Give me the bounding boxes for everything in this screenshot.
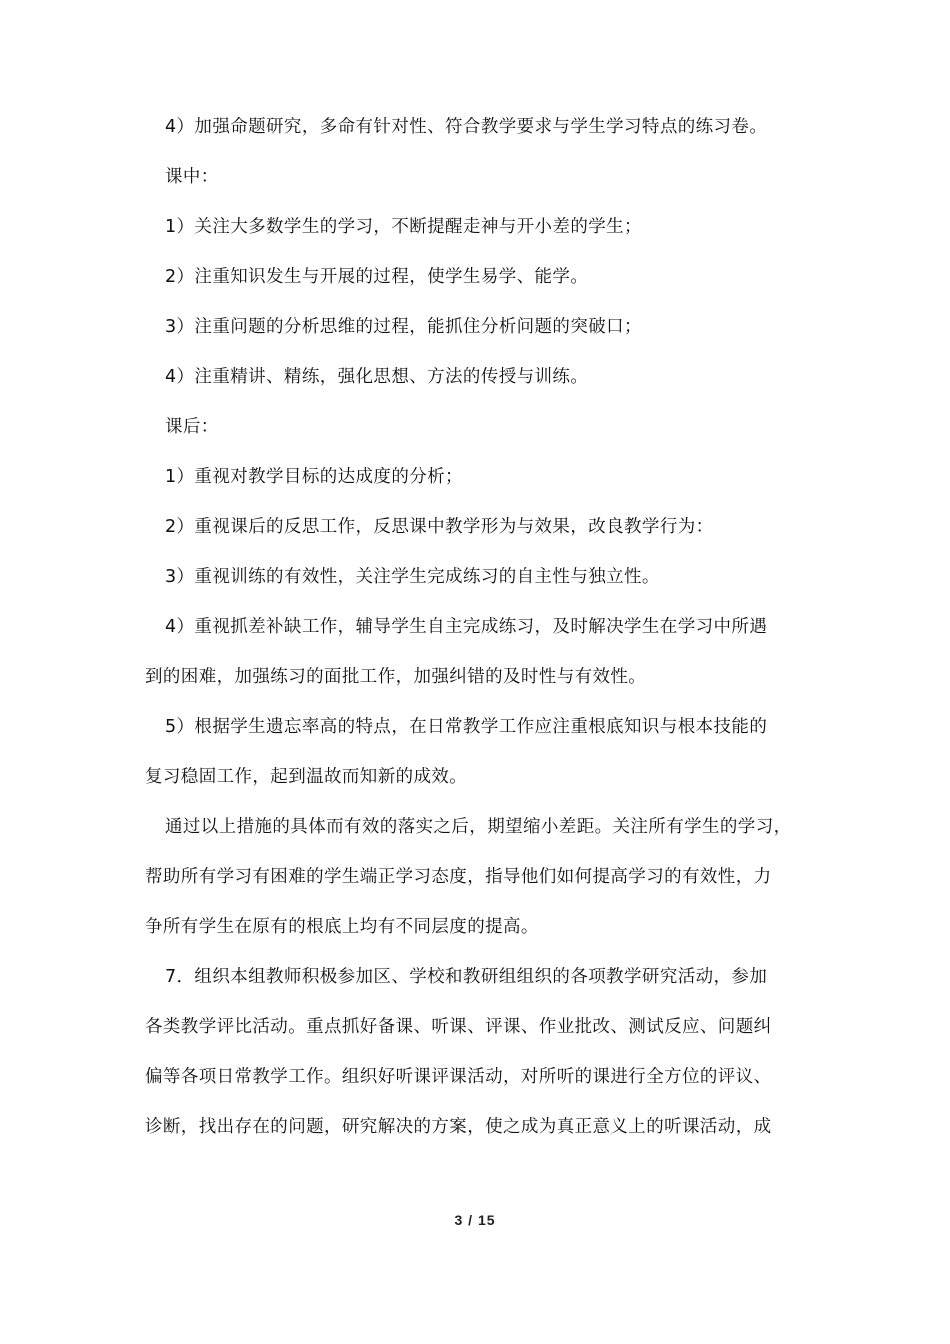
text-line: 1）重视对教学目标的达成度的分析； bbox=[165, 467, 463, 487]
text-line: 争所有学生在原有的根底上均有不同层度的提高。 bbox=[145, 917, 539, 937]
page-number: 3 / 15 bbox=[454, 1212, 496, 1228]
text-line: 2）重视课后的反思工作，反思课中教学形为与效果，改良教学行为： bbox=[165, 517, 714, 537]
text-line: 复习稳固工作，起到温故而知新的成效。 bbox=[145, 767, 468, 787]
text-line: 帮助所有学习有困难的学生端正学习态度，指导他们如何提高学习的有效性，力 bbox=[145, 867, 772, 887]
text-line: 7．组织本组教师积极参加区、学校和教研组组织的各项教学研究活动，参加 bbox=[165, 967, 768, 987]
text-line: 5）根据学生遗忘率高的特点，在日常教学工作应注重根底知识与根本技能的 bbox=[165, 717, 768, 737]
text-line: 1）关注大多数学生的学习，不断提醒走神与开小差的学生； bbox=[165, 217, 642, 237]
text-line: 3）注重问题的分析思维的过程，能抓住分析问题的突破口； bbox=[165, 317, 642, 337]
text-line: 到的困难，加强练习的面批工作，加强纠错的及时性与有效性。 bbox=[145, 667, 647, 687]
text-line: 3）重视训练的有效性，关注学生完成练习的自主性与独立性。 bbox=[165, 567, 660, 587]
text-line: 课中： bbox=[165, 167, 219, 187]
text-line: 2）注重知识发生与开展的过程，使学生易学、能学。 bbox=[165, 267, 589, 287]
text-line: 课后： bbox=[165, 417, 219, 437]
document-body bbox=[145, 102, 820, 1152]
text-line: 4）加强命题研究，多命有针对性、符合教学要求与学生学习特点的练习卷。 bbox=[165, 117, 768, 137]
text-line: 各类教学评比活动。重点抓好备课、听课、评课、作业批改、测试反应、问题纠 bbox=[145, 1017, 772, 1037]
text-line: 诊断，找出存在的问题，研究解决的方案，使之成为真正意义上的听课活动，成 bbox=[145, 1117, 772, 1137]
text-line: 4）注重精讲、精练，强化思想、方法的传授与训练。 bbox=[165, 367, 589, 387]
text-line: 偏等各项日常教学工作。组织好听课评课活动，对所听的课进行全方位的评议、 bbox=[145, 1067, 772, 1087]
text-line: 通过以上措施的具体而有效的落实之后，期望缩小差距。关注所有学生的学习， bbox=[165, 817, 792, 837]
text-line: 4）重视抓差补缺工作，辅导学生自主完成练习，及时解决学生在学习中所遇 bbox=[165, 617, 768, 637]
